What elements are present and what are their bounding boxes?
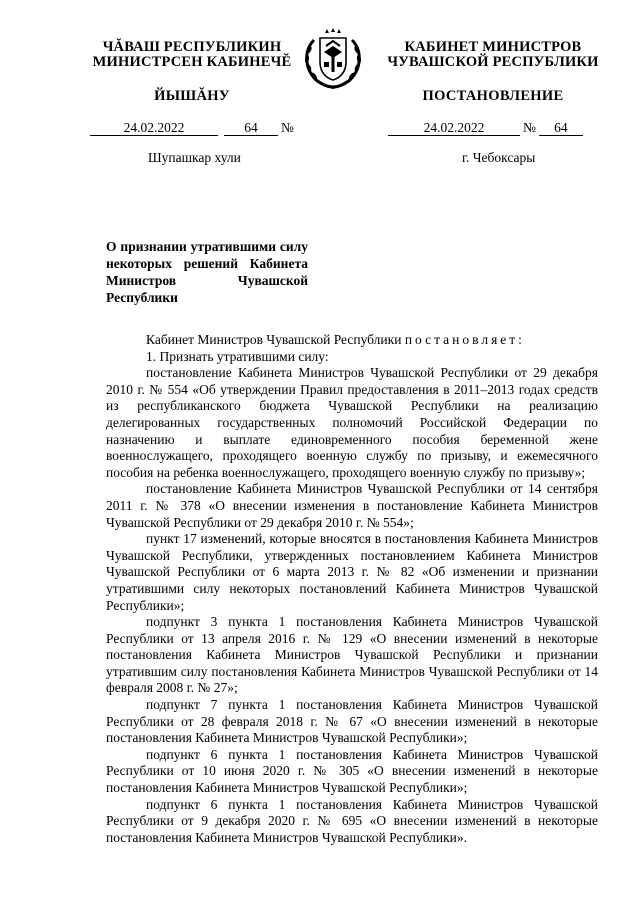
- body-paragraph: постановление Кабинета Министров Чувашской Республики от 14 сентября 2011 г. № 378 «О внесении изменения в постановление Кабинета Министров Чувашской Республики от 29 декабря 2010 г. № 554»;: [106, 481, 598, 530]
- registration-right-number: 64: [539, 120, 583, 136]
- body-intro: [106, 332, 598, 349]
- document-body: [106, 332, 598, 846]
- registration-left-number: 64: [224, 120, 278, 136]
- place-right: г. Чебоксары: [462, 150, 536, 165]
- number-sign-right: №: [523, 120, 536, 135]
- body-paragraph: 1. Признать утратившими силу:: [146, 348, 329, 364]
- document-subject: О признании утратившими силу некоторых решений Кабинета Министров Чувашской Республики: [106, 239, 308, 305]
- header-left-line1: ЧĂВАШ РЕСПУБЛИКИН: [102, 39, 282, 55]
- place-left: Шупашкар хули: [148, 150, 241, 165]
- registration-left-date: 24.02.2022: [90, 120, 218, 136]
- header-right-line2: ЧУВАШСКОЙ РЕСПУБЛИКИ: [387, 54, 599, 70]
- doc-type-left: ЙЫШĂНУ: [154, 88, 230, 104]
- header-right-org: [384, 40, 602, 70]
- registration-right: [388, 120, 608, 138]
- body-intro-verb: постановляет:: [404, 332, 525, 347]
- body-paragraph: подпункт 3 пункта 1 постановления Кабинета Министров Чувашской Республики от 13 апреля 2016 г. № 129 «О внесении изменений в некоторые постановления Кабинета Министров Чувашской Республики и признании утратившим силу постановления Кабинета Министров Чувашской Республики от 14 февраля 2008 г. № 27»;: [106, 614, 598, 696]
- body-paragraph: подпункт 7 пункта 1 постановления Кабинета Министров Чувашской Республики от 28 февраля 2018 г. № 67 «О внесении изменений в некоторые постановления Кабинета Министров Чувашской Республики»;: [106, 697, 598, 746]
- body-paragraph: пункт 17 изменений, которые вносятся в постановления Кабинета Министров Чувашской Республики, утвержденных постановлением Кабинета Министров Чувашской Республики от 6 марта 2013 г. № 82 «Об изменении и признании утратившими силу некоторых постановлений Кабинета Министров Чувашской Республики»;: [106, 531, 598, 613]
- registration-left: [90, 120, 320, 138]
- coat-of-arms-icon: [300, 28, 366, 90]
- header-left-org: [92, 40, 292, 70]
- body-intro-prefix: Кабинет Министров Чувашской Республики: [146, 332, 405, 347]
- doc-type-right: ПОСТАНОВЛЕНИЕ: [422, 88, 564, 104]
- body-paragraph: постановление Кабинета Министров Чувашской Республики от 29 декабря 2010 г. № 554 «Об утверждении Правил предоставления в 2011–2013 годах средств из республиканского бюджета Чувашской Республики на реализацию делегированных государственных полномочий Российской Федерации по назначению и выплате единовременного пособия беременной жене военнослужащего, проходящего военную службу по призыву, и ежемесячного пособия на ребенка военнослужащего, проходящего военную службу по призыву»;: [106, 365, 598, 480]
- number-sign-left: №: [281, 120, 294, 135]
- body-paragraph: подпункт 6 пункта 1 постановления Кабинета Министров Чувашской Республики от 10 июня 2020 г. № 305 «О внесении изменений в некоторые постановления Кабинета Министров Чувашской Республики»;: [106, 746, 598, 796]
- body-paragraph: подпункт 6 пункта 1 постановления Кабинета Министров Чувашской Республики от 9 декабря 2020 г. № 695 «О внесении изменений в некоторые постановления Кабинета Министров Чувашской Республики».: [106, 796, 598, 845]
- header-right-line1: КАБИНЕТ МИНИСТРОВ: [404, 39, 582, 55]
- registration-right-date: 24.02.2022: [388, 120, 520, 136]
- header-left-line2: МИНИСТРСЕН КАБИНЕЧĔ: [92, 54, 292, 70]
